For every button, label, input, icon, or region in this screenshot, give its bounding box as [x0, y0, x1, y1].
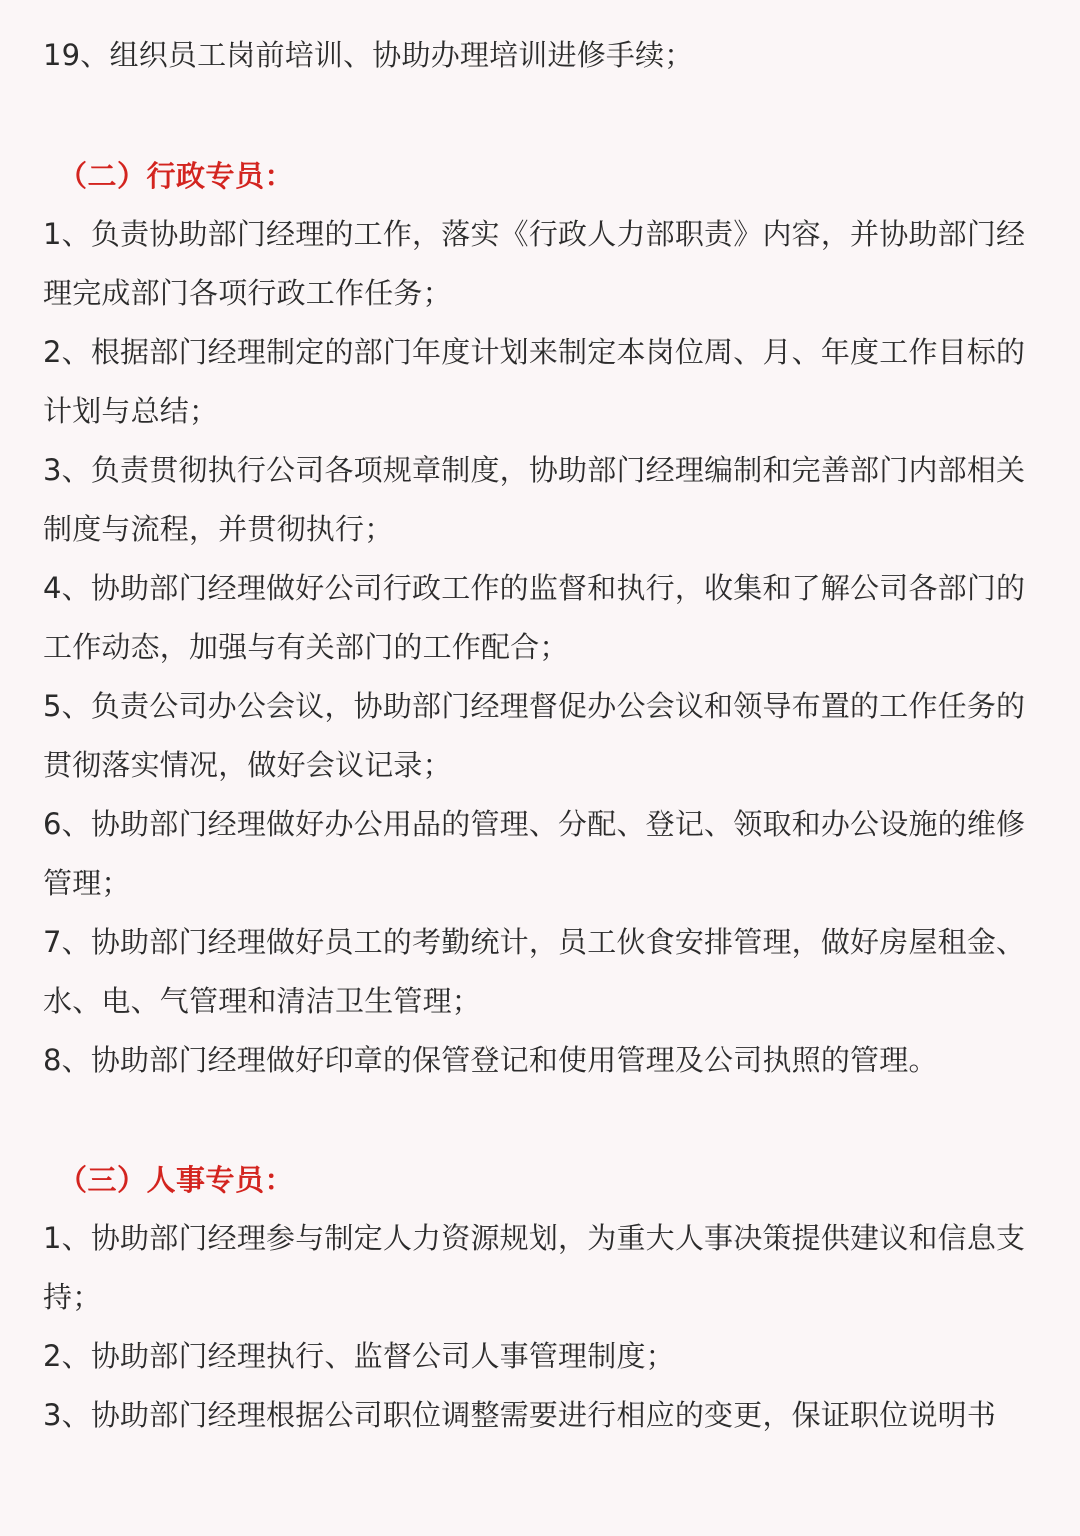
list-item: 1、协助部门经理参与制定人力资源规划，为重大人事决策提供建议和信息支持； [43, 1221, 1026, 1314]
hr-specialist-duties [43, 1209, 1036, 1445]
list-item: 8、协助部门经理做好印章的保管登记和使用管理及公司执照的管理。 [43, 1043, 938, 1077]
section-heading-admin-specialist: （二）行政专员： [58, 159, 295, 193]
list-item: 4、协助部门经理做好公司行政工作的监督和执行，收集和了解公司各部门的工作动态，加强与有关部门的工作配合； [43, 571, 1026, 664]
list-item: 3、负责贯彻执行公司各项规章制度，协助部门经理编制和完善部门内部相关制度与流程，并贯彻执行； [43, 453, 1026, 546]
list-item: 2、根据部门经理制定的部门年度计划来制定本岗位周、月、年度工作目标的计划与总结； [43, 335, 1026, 428]
section-heading-hr-specialist: （三）人事专员： [58, 1163, 295, 1197]
list-item: 5、负责公司办公会议，协助部门经理督促办公会议和领导布置的工作任务的贯彻落实情况，做好会议记录； [43, 689, 1026, 782]
admin-specialist-duties [43, 205, 1036, 1090]
list-item: 6、协助部门经理做好办公用品的管理、分配、登记、领取和办公设施的维修管理； [43, 807, 1026, 900]
list-item: 2、协助部门经理执行、监督公司人事管理制度； [43, 1339, 675, 1373]
list-item: 1、负责协助部门经理的工作，落实《行政人力部职责》内容，并协助部门经理完成部门各项行政工作任务； [43, 217, 1026, 310]
list-item: 7、协助部门经理做好员工的考勤统计，员工伙食安排管理，做好房屋租金、水、电、气管理和清洁卫生管理； [43, 925, 1026, 1018]
list-item-19: 19、组织员工岗前培训、协助办理培训进修手续； [43, 38, 694, 72]
list-item: 3、协助部门经理根据公司职位调整需要进行相应的变更，保证职位说明书 [43, 1398, 997, 1432]
